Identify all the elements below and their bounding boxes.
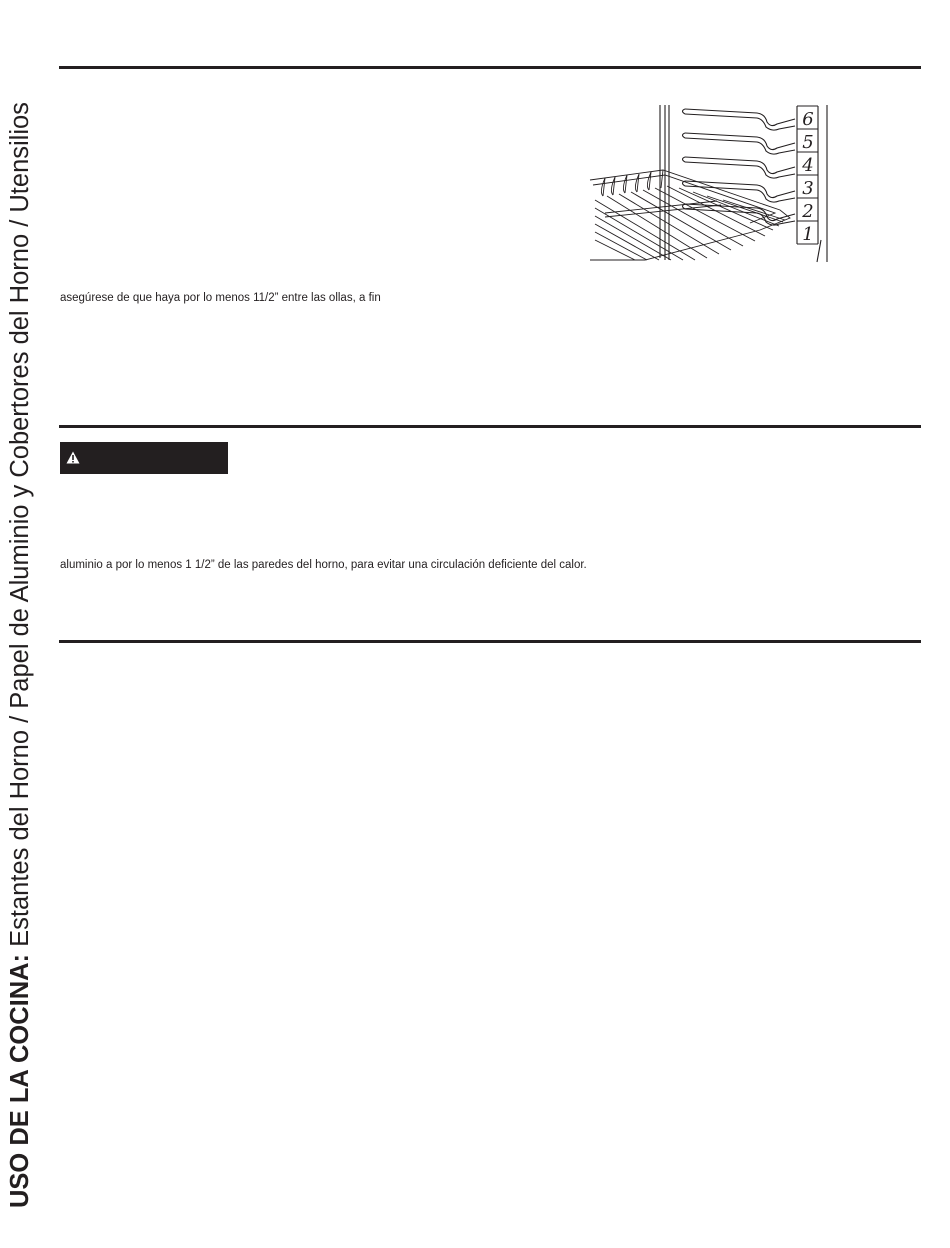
divider-bottom [59,640,921,643]
rack-position-label: 4 [802,155,814,176]
wire-rack [590,170,790,260]
rack-position-label: 6 [802,109,814,130]
side-title-text [5,102,35,1208]
rack-position-label: 3 [802,178,814,199]
rack-position-label: 5 [802,132,814,153]
section-title: USO DE LA COCINA: [6,953,34,1208]
rack-spacing-paragraph: asegúrese de que haya por lo menos 11/2” entre las ollas, a fin [60,292,381,304]
divider-middle [59,425,921,428]
oven-rack-illustration [585,100,835,265]
rack-position-label: 2 [802,201,814,222]
side-title [0,0,40,1248]
section-topics: Estantes del Horno / Papel de Aluminio y Cobertores del Horno / Utensilios [6,102,34,947]
divider-top [59,66,921,69]
foil-clearance-paragraph: aluminio a por lo menos 1 1/2” de las paredes del horno, para evitar una circulación deficiente del calor. [60,559,587,571]
warning-triangle-icon [66,451,80,464]
warning-banner [60,442,228,474]
rack-position-label: 1 [802,224,814,245]
rack-position-labels [801,109,813,245]
rack-supports [683,109,796,225]
